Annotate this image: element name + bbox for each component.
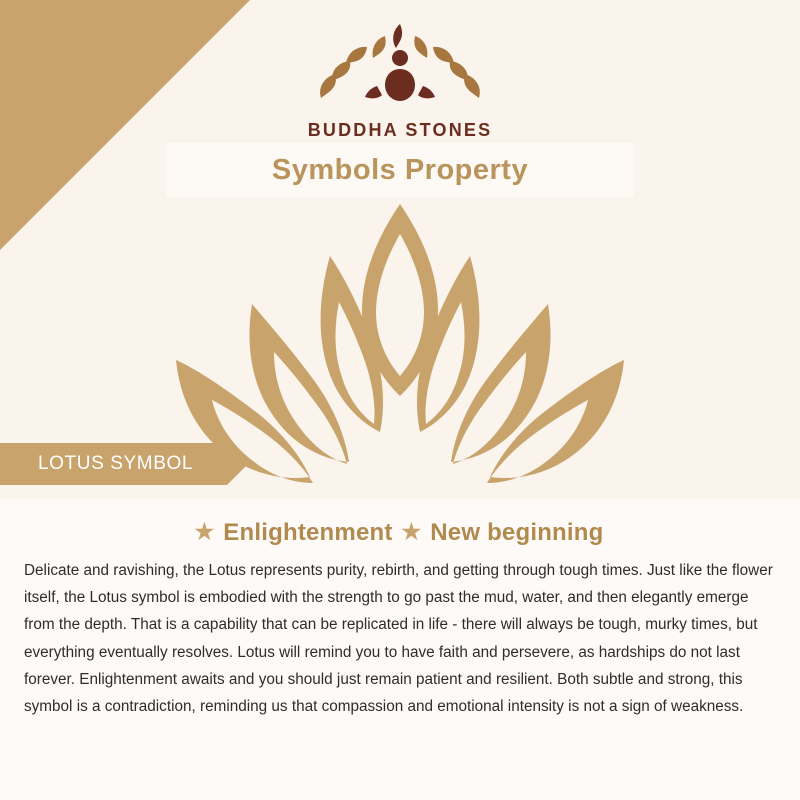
page-title: Symbols Property <box>271 153 529 186</box>
star-left-icon: ★ <box>194 519 215 544</box>
description-panel <box>0 499 800 800</box>
ribbon-lotus-symbol <box>0 443 227 485</box>
star-right-icon: ★ <box>401 519 422 544</box>
ribbon-label: LOTUS SYMBOL <box>38 453 194 474</box>
title-band <box>166 143 634 197</box>
keyword-enlightenment: Enlightenment <box>223 519 393 546</box>
lotus-meditation-figure-icon <box>305 14 495 118</box>
keyword-new-beginning: New beginning <box>430 519 604 546</box>
body-paragraph: Delicate and ravishing, the Lotus represents purity, rebirth, and getting through tough times. Just like the flower itself, the Lotus symbol is embodied with the strength to go past the mud, water, and then elegantly emerge from the depth. That is a capability that can be replicated in life - there will always be tough, murky times, but everything eventually resolves. Lotus will remind you to have faith and persevere, as hardships do not last forever. Enlightenment awaits and you should just remain patient and resilient. Both subtle and strong, this symbol is a contradiction, reminding us that compassion and emotional intensity is not a sign of weakness. <box>24 562 773 716</box>
brand-name: BUDDHA STONES <box>307 120 493 140</box>
headline <box>0 519 800 547</box>
brand-logo <box>0 14 800 141</box>
